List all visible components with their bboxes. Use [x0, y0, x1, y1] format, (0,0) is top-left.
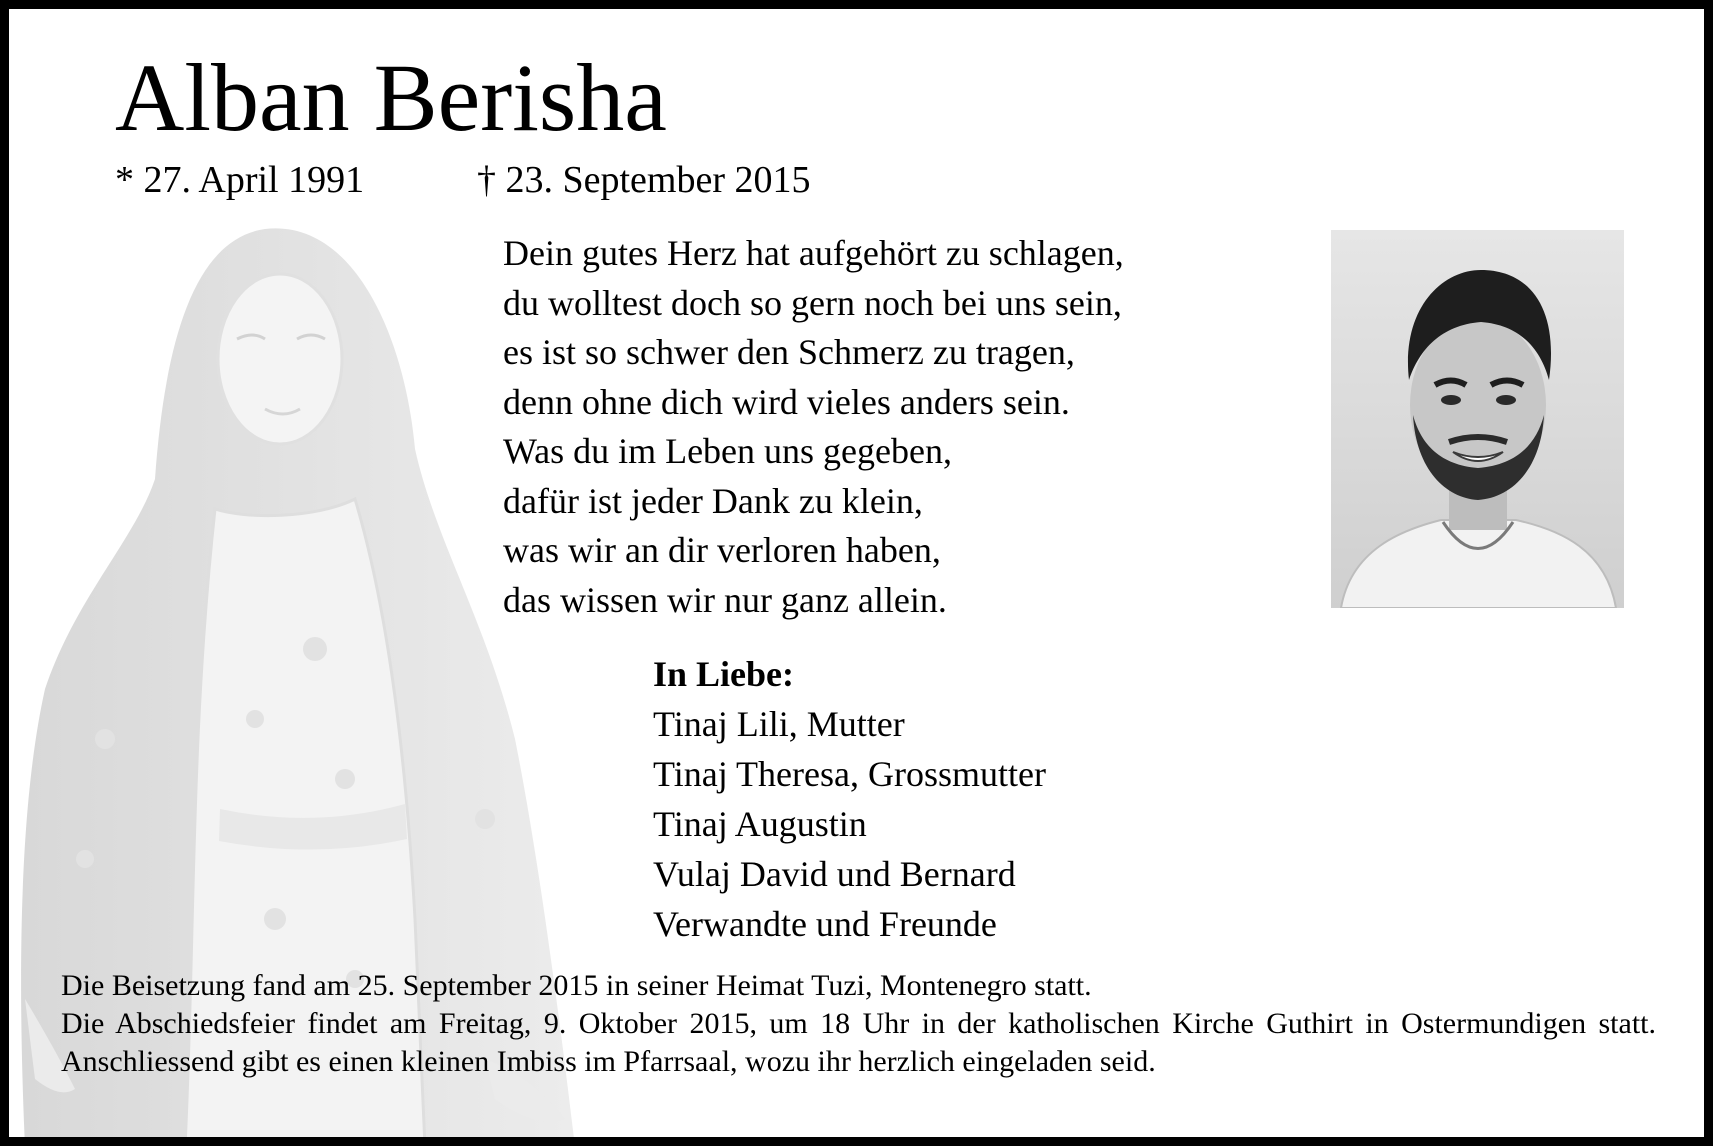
family-member: Tinaj Augustin [653, 804, 867, 844]
burial-notice: Die Beisetzung fand am 25. September 2015 in seiner Heimat Tuzi, Montenegro statt. [61, 969, 1092, 1002]
family-list [653, 649, 1046, 949]
portrait-figure [1331, 230, 1624, 608]
farewell-notice: Die Abschiedsfeier findet am Freitag, 9. Oktober 2015, um 18 Uhr in der katholischen Kirche Guthirt in Ostermundigen statt. Anschliessend gibt es einen kleinen Imbiss im Pfarrsaal, wozu ihr herzlich eingeladen seid. [61, 1007, 1656, 1078]
poem-line: Dein gutes Herz hat aufgehört zu schlagen, [503, 233, 1124, 273]
family-heading: In Liebe: [653, 654, 795, 694]
life-dates [115, 157, 811, 203]
deceased-name: Alban Berisha [115, 44, 667, 151]
poem-line: du wolltest doch so gern noch bei uns sein, [503, 282, 1122, 323]
poem-line: Was du im Leben uns gegeben, [503, 431, 952, 471]
poem-line: was wir an dir verloren haben, [503, 530, 941, 570]
family-member: Vulaj David und Bernard [653, 854, 1016, 894]
poem-line: das wissen wir nur ganz allein. [503, 579, 947, 620]
family-member: Verwandte und Freunde [653, 904, 997, 944]
poem-line: es ist so schwer den Schmerz zu tragen, [503, 332, 1075, 372]
family-member: Tinaj Theresa, Grossmutter [653, 754, 1046, 794]
memorial-poem [503, 229, 1124, 625]
birth-date: * 27. April 1991 [115, 159, 365, 201]
portrait-photo [1331, 230, 1624, 608]
poem-line: dafür ist jeder Dank zu klein, [503, 480, 923, 521]
family-member: Tinaj Lili, Mutter [653, 704, 905, 744]
poem-line: denn ohne dich wird vieles anders sein. [503, 381, 1070, 422]
funeral-notice [61, 967, 1656, 1081]
death-date: † 23. September 2015 [477, 159, 811, 201]
